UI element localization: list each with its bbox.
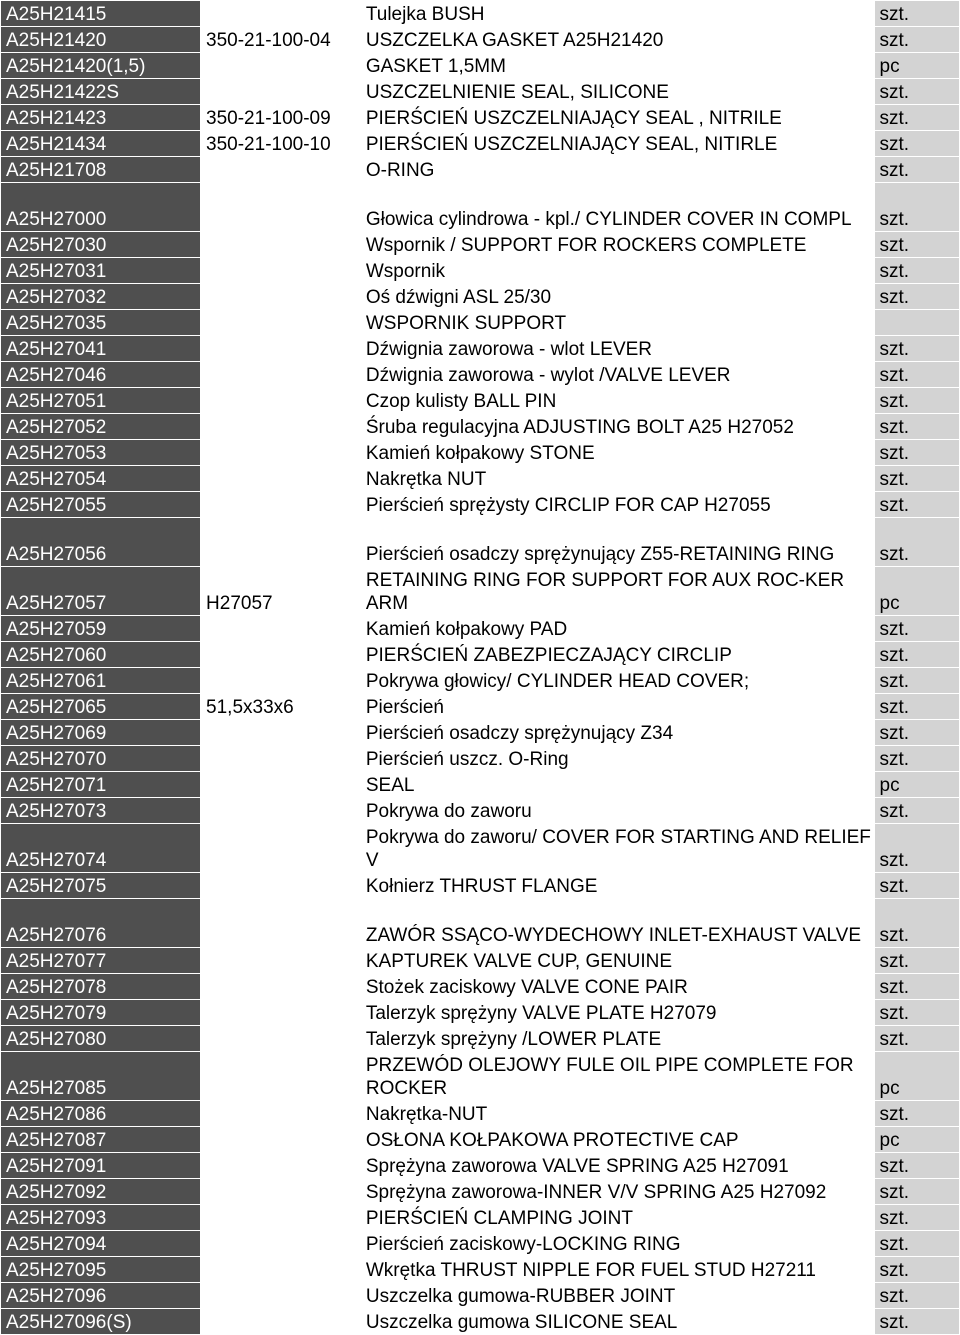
description-cell: RETAINING RING FOR SUPPORT FOR AUX ROC-KER ARM bbox=[360, 567, 874, 616]
description-cell: Głowica cylindrowa - kpl./ CYLINDER COVER IN COMPL bbox=[360, 183, 874, 232]
description-cell: Sprężyna zaworowa-INNER V/V SPRING A25 H27092 bbox=[360, 1179, 874, 1205]
table-row bbox=[1, 492, 960, 518]
unit-cell: szt. bbox=[874, 616, 959, 642]
part-code-cell: A25H27085 bbox=[1, 1052, 201, 1101]
part-code-cell: A25H27030 bbox=[1, 232, 201, 258]
description-cell: Kamień kołpakowy PAD bbox=[360, 616, 874, 642]
table-row bbox=[1, 1052, 960, 1101]
unit-cell: szt. bbox=[874, 1231, 959, 1257]
description-cell: Pokrywa głowicy/ CYLINDER HEAD COVER; bbox=[360, 668, 874, 694]
part-code-cell: A25H27073 bbox=[1, 798, 201, 824]
table-row bbox=[1, 1283, 960, 1309]
description-cell: Talerzyk sprężyny VALVE PLATE H27079 bbox=[360, 1000, 874, 1026]
table-row bbox=[1, 362, 960, 388]
table-row bbox=[1, 1231, 960, 1257]
table-row bbox=[1, 79, 960, 105]
description-cell: Dźwignia zaworowa - wylot /VALVE LEVER bbox=[360, 362, 874, 388]
part-code-cell: A25H27061 bbox=[1, 668, 201, 694]
part-code-cell: A25H27077 bbox=[1, 948, 201, 974]
reference-cell bbox=[201, 258, 361, 284]
part-code-cell: A25H27086 bbox=[1, 1101, 201, 1127]
table-row bbox=[1, 1309, 960, 1335]
unit-cell: pc bbox=[874, 1052, 959, 1101]
unit-cell: szt. bbox=[874, 1000, 959, 1026]
description-cell: Stożek zaciskowy VALVE CONE PAIR bbox=[360, 974, 874, 1000]
unit-cell: szt. bbox=[874, 414, 959, 440]
table-row bbox=[1, 974, 960, 1000]
description-cell: KAPTUREK VALVE CUP, GENUINE bbox=[360, 948, 874, 974]
part-code-cell: A25H21434 bbox=[1, 131, 201, 157]
description-cell: Wspornik / SUPPORT FOR ROCKERS COMPLETE bbox=[360, 232, 874, 258]
reference-cell bbox=[201, 899, 361, 948]
description-cell: Kamień kołpakowy STONE bbox=[360, 440, 874, 466]
unit-cell: szt. bbox=[874, 948, 959, 974]
unit-cell: szt. bbox=[874, 492, 959, 518]
table-row bbox=[1, 1205, 960, 1231]
part-code-cell: A25H27092 bbox=[1, 1179, 201, 1205]
table-row bbox=[1, 1257, 960, 1283]
description-cell: Pierścień sprężysty CIRCLIP FOR CAP H27055 bbox=[360, 492, 874, 518]
table-row bbox=[1, 53, 960, 79]
description-cell: Tulejka BUSH bbox=[360, 1, 874, 27]
unit-cell bbox=[874, 310, 959, 336]
reference-cell bbox=[201, 772, 361, 798]
part-code-cell: A25H27094 bbox=[1, 1231, 201, 1257]
unit-cell: szt. bbox=[874, 873, 959, 899]
unit-cell: szt. bbox=[874, 720, 959, 746]
table-row bbox=[1, 1, 960, 27]
part-code-cell: A25H27054 bbox=[1, 466, 201, 492]
unit-cell: szt. bbox=[874, 79, 959, 105]
description-cell: WSPORNIK SUPPORT bbox=[360, 310, 874, 336]
part-code-cell: A25H27070 bbox=[1, 746, 201, 772]
parts-table-body bbox=[1, 1, 960, 1335]
part-code-cell: A25H27075 bbox=[1, 873, 201, 899]
reference-cell bbox=[201, 616, 361, 642]
description-cell: OSŁONA KOŁPAKOWA PROTECTIVE CAP bbox=[360, 1127, 874, 1153]
part-code-cell: A25H27091 bbox=[1, 1153, 201, 1179]
part-code-cell: A25H27056 bbox=[1, 518, 201, 567]
part-code-cell: A25H21423 bbox=[1, 105, 201, 131]
description-cell: O-RING bbox=[360, 157, 874, 183]
reference-cell bbox=[201, 232, 361, 258]
unit-cell: szt. bbox=[874, 1026, 959, 1052]
reference-cell bbox=[201, 284, 361, 310]
description-cell: ZAWÓR SSĄCO-WYDECHOWY INLET-EXHAUST VALVE bbox=[360, 899, 874, 948]
reference-cell bbox=[201, 1179, 361, 1205]
table-row bbox=[1, 616, 960, 642]
reference-cell bbox=[201, 1283, 361, 1309]
table-row bbox=[1, 105, 960, 131]
description-cell: PIERŚCIEŃ ZABEZPIECZAJĄCY CIRCLIP bbox=[360, 642, 874, 668]
part-code-cell: A25H27051 bbox=[1, 388, 201, 414]
reference-cell: 51,5x33x6 bbox=[201, 694, 361, 720]
part-code-cell: A25H27074 bbox=[1, 824, 201, 873]
unit-cell: szt. bbox=[874, 746, 959, 772]
description-cell: Pokrywa do zaworu bbox=[360, 798, 874, 824]
table-row bbox=[1, 567, 960, 616]
description-cell: Wspornik bbox=[360, 258, 874, 284]
description-cell: Pokrywa do zaworu/ COVER FOR STARTING AND RELIEF V bbox=[360, 824, 874, 873]
reference-cell bbox=[201, 1153, 361, 1179]
reference-cell bbox=[201, 336, 361, 362]
part-code-cell: A25H27032 bbox=[1, 284, 201, 310]
description-cell: Nakrętka-NUT bbox=[360, 1101, 874, 1127]
reference-cell bbox=[201, 720, 361, 746]
table-row bbox=[1, 642, 960, 668]
reference-cell bbox=[201, 414, 361, 440]
unit-cell: szt. bbox=[874, 183, 959, 232]
description-cell: Uszczelka gumowa SILICONE SEAL bbox=[360, 1309, 874, 1335]
reference-cell bbox=[201, 873, 361, 899]
unit-cell: szt. bbox=[874, 1101, 959, 1127]
description-cell: GASKET 1,5MM bbox=[360, 53, 874, 79]
reference-cell bbox=[201, 388, 361, 414]
table-row bbox=[1, 694, 960, 720]
description-cell: PIERŚCIEŃ USZCZELNIAJĄCY SEAL, NITIRLE bbox=[360, 131, 874, 157]
reference-cell bbox=[201, 53, 361, 79]
unit-cell: pc bbox=[874, 772, 959, 798]
table-row bbox=[1, 388, 960, 414]
part-code-cell: A25H27096 bbox=[1, 1283, 201, 1309]
part-code-cell: A25H27041 bbox=[1, 336, 201, 362]
unit-cell: szt. bbox=[874, 798, 959, 824]
reference-cell bbox=[201, 1309, 361, 1335]
part-code-cell: A25H27095 bbox=[1, 1257, 201, 1283]
description-cell: Pierścień zaciskowy-LOCKING RING bbox=[360, 1231, 874, 1257]
unit-cell: szt. bbox=[874, 336, 959, 362]
unit-cell: szt. bbox=[874, 1257, 959, 1283]
description-cell: PIERŚCIEŃ USZCZELNIAJĄCY SEAL , NITRILE bbox=[360, 105, 874, 131]
unit-cell: szt. bbox=[874, 642, 959, 668]
description-cell: Sprężyna zaworowa VALVE SPRING A25 H27091 bbox=[360, 1153, 874, 1179]
part-code-cell: A25H21708 bbox=[1, 157, 201, 183]
reference-cell bbox=[201, 1026, 361, 1052]
unit-cell: szt. bbox=[874, 466, 959, 492]
table-row bbox=[1, 1026, 960, 1052]
table-row bbox=[1, 772, 960, 798]
table-row bbox=[1, 258, 960, 284]
table-row bbox=[1, 310, 960, 336]
table-row bbox=[1, 466, 960, 492]
part-code-cell: A25H27071 bbox=[1, 772, 201, 798]
reference-cell bbox=[201, 1000, 361, 1026]
reference-cell bbox=[201, 1101, 361, 1127]
reference-cell bbox=[201, 440, 361, 466]
part-code-cell: A25H27052 bbox=[1, 414, 201, 440]
unit-cell: szt. bbox=[874, 1, 959, 27]
reference-cell bbox=[201, 1257, 361, 1283]
unit-cell: szt. bbox=[874, 388, 959, 414]
unit-cell: szt. bbox=[874, 131, 959, 157]
part-code-cell: A25H21420 bbox=[1, 27, 201, 53]
table-row bbox=[1, 284, 960, 310]
part-code-cell: A25H27065 bbox=[1, 694, 201, 720]
reference-cell bbox=[201, 798, 361, 824]
part-code-cell: A25H21415 bbox=[1, 1, 201, 27]
reference-cell: 350-21-100-09 bbox=[201, 105, 361, 131]
description-cell: Kołnierz THRUST FLANGE bbox=[360, 873, 874, 899]
description-cell: SEAL bbox=[360, 772, 874, 798]
part-code-cell: A25H27078 bbox=[1, 974, 201, 1000]
unit-cell: szt. bbox=[874, 899, 959, 948]
reference-cell bbox=[201, 668, 361, 694]
table-row bbox=[1, 183, 960, 232]
reference-cell bbox=[201, 518, 361, 567]
reference-cell bbox=[201, 157, 361, 183]
reference-cell bbox=[201, 1127, 361, 1153]
description-cell: Nakrętka NUT bbox=[360, 466, 874, 492]
unit-cell: szt. bbox=[874, 1179, 959, 1205]
unit-cell: szt. bbox=[874, 824, 959, 873]
description-cell: Pierścień osadczy sprężynujący Z55-RETAINING RING bbox=[360, 518, 874, 567]
reference-cell bbox=[201, 466, 361, 492]
unit-cell: szt. bbox=[874, 1153, 959, 1179]
reference-cell: H27057 bbox=[201, 567, 361, 616]
reference-cell bbox=[201, 642, 361, 668]
reference-cell bbox=[201, 310, 361, 336]
part-code-cell: A25H27046 bbox=[1, 362, 201, 388]
part-code-cell: A25H27031 bbox=[1, 258, 201, 284]
part-code-cell: A25H27079 bbox=[1, 1000, 201, 1026]
table-row bbox=[1, 440, 960, 466]
table-row bbox=[1, 27, 960, 53]
table-row bbox=[1, 232, 960, 258]
reference-cell bbox=[201, 1231, 361, 1257]
unit-cell: szt. bbox=[874, 105, 959, 131]
unit-cell: pc bbox=[874, 1127, 959, 1153]
unit-cell: szt. bbox=[874, 27, 959, 53]
reference-cell bbox=[201, 1052, 361, 1101]
table-row bbox=[1, 518, 960, 567]
unit-cell: szt. bbox=[874, 974, 959, 1000]
description-cell: Oś dźwigni ASL 25/30 bbox=[360, 284, 874, 310]
description-cell: PRZEWÓD OLEJOWY FULE OIL PIPE COMPLETE FOR ROCKER bbox=[360, 1052, 874, 1101]
part-code-cell: A25H27000 bbox=[1, 183, 201, 232]
table-row bbox=[1, 899, 960, 948]
unit-cell: szt. bbox=[874, 284, 959, 310]
unit-cell: szt. bbox=[874, 694, 959, 720]
table-row bbox=[1, 336, 960, 362]
part-code-cell: A25H21420(1,5) bbox=[1, 53, 201, 79]
reference-cell bbox=[201, 948, 361, 974]
unit-cell: szt. bbox=[874, 258, 959, 284]
unit-cell: pc bbox=[874, 53, 959, 79]
unit-cell: szt. bbox=[874, 232, 959, 258]
description-cell: USZCZELNIENIE SEAL, SILICONE bbox=[360, 79, 874, 105]
description-cell: Śruba regulacyjna ADJUSTING BOLT A25 H27052 bbox=[360, 414, 874, 440]
reference-cell: 350-21-100-04 bbox=[201, 27, 361, 53]
unit-cell: szt. bbox=[874, 668, 959, 694]
description-cell: Talerzyk sprężyny /LOWER PLATE bbox=[360, 1026, 874, 1052]
description-cell: Pierścień osadczy sprężynujący Z34 bbox=[360, 720, 874, 746]
unit-cell: szt. bbox=[874, 1283, 959, 1309]
description-cell: Wkrętka THRUST NIPPLE FOR FUEL STUD H27211 bbox=[360, 1257, 874, 1283]
part-code-cell: A25H27060 bbox=[1, 642, 201, 668]
table-row bbox=[1, 824, 960, 873]
table-row bbox=[1, 131, 960, 157]
reference-cell bbox=[201, 362, 361, 388]
part-code-cell: A25H27035 bbox=[1, 310, 201, 336]
reference-cell bbox=[201, 974, 361, 1000]
description-cell: PIERŚCIEŃ CLAMPING JOINT bbox=[360, 1205, 874, 1231]
table-row bbox=[1, 1101, 960, 1127]
table-row bbox=[1, 720, 960, 746]
table-row bbox=[1, 157, 960, 183]
reference-cell bbox=[201, 183, 361, 232]
part-code-cell: A25H27093 bbox=[1, 1205, 201, 1231]
part-code-cell: A25H21422S bbox=[1, 79, 201, 105]
part-code-cell: A25H27053 bbox=[1, 440, 201, 466]
reference-cell bbox=[201, 746, 361, 772]
reference-cell bbox=[201, 1, 361, 27]
description-cell: Pierścień bbox=[360, 694, 874, 720]
part-code-cell: A25H27087 bbox=[1, 1127, 201, 1153]
part-code-cell: A25H27057 bbox=[1, 567, 201, 616]
unit-cell: szt. bbox=[874, 440, 959, 466]
reference-cell: 350-21-100-10 bbox=[201, 131, 361, 157]
part-code-cell: A25H27096(S) bbox=[1, 1309, 201, 1335]
description-cell: Czop kulisty BALL PIN bbox=[360, 388, 874, 414]
part-code-cell: A25H27076 bbox=[1, 899, 201, 948]
table-row bbox=[1, 798, 960, 824]
table-row bbox=[1, 1127, 960, 1153]
unit-cell: pc bbox=[874, 567, 959, 616]
unit-cell: szt. bbox=[874, 362, 959, 388]
unit-cell: szt. bbox=[874, 518, 959, 567]
reference-cell bbox=[201, 492, 361, 518]
reference-cell bbox=[201, 1205, 361, 1231]
description-cell: USZCZELKA GASKET A25H21420 bbox=[360, 27, 874, 53]
table-row bbox=[1, 873, 960, 899]
unit-cell: szt. bbox=[874, 1205, 959, 1231]
table-row bbox=[1, 746, 960, 772]
unit-cell: szt. bbox=[874, 157, 959, 183]
description-cell: Pierścień uszcz. O-Ring bbox=[360, 746, 874, 772]
table-row bbox=[1, 1000, 960, 1026]
table-row bbox=[1, 948, 960, 974]
reference-cell bbox=[201, 79, 361, 105]
table-row bbox=[1, 668, 960, 694]
unit-cell: szt. bbox=[874, 1309, 959, 1335]
table-row bbox=[1, 414, 960, 440]
part-code-cell: A25H27069 bbox=[1, 720, 201, 746]
part-code-cell: A25H27080 bbox=[1, 1026, 201, 1052]
description-cell: Uszczelka gumowa-RUBBER JOINT bbox=[360, 1283, 874, 1309]
part-code-cell: A25H27055 bbox=[1, 492, 201, 518]
description-cell: Dźwignia zaworowa - wlot LEVER bbox=[360, 336, 874, 362]
table-row bbox=[1, 1153, 960, 1179]
table-row bbox=[1, 1179, 960, 1205]
part-code-cell: A25H27059 bbox=[1, 616, 201, 642]
reference-cell bbox=[201, 824, 361, 873]
